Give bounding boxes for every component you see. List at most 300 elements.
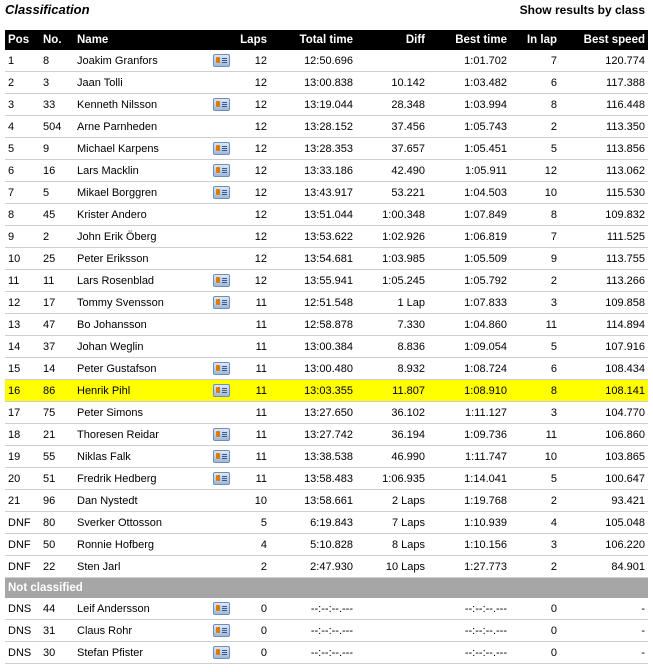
position-cell: 17 — [5, 402, 40, 424]
best-time-cell: 1:03.482 — [428, 72, 510, 94]
best-speed-cell: - — [560, 598, 648, 620]
best-time-cell: 1:03.994 — [428, 94, 510, 116]
best-speed-cell: 106.220 — [560, 534, 648, 556]
diff-cell: 42.490 — [356, 160, 428, 182]
table-row — [5, 116, 648, 138]
best-time-cell: 1:09.054 — [428, 336, 510, 358]
best-time-cell: 1:07.833 — [428, 292, 510, 314]
in-lap-cell: 8 — [510, 204, 560, 226]
best-speed-cell: 108.434 — [560, 358, 648, 380]
best-time-cell: 1:07.849 — [428, 204, 510, 226]
column-header-total-time[interactable]: Total time — [270, 30, 356, 50]
driver-name-cell[interactable]: Claus Rohr — [74, 620, 206, 642]
column-header-in-lap[interactable]: In lap — [510, 30, 560, 50]
diff-cell: 2 Laps — [356, 490, 428, 512]
position-cell: DNS — [5, 620, 40, 642]
laps-cell: 10 — [236, 490, 270, 512]
best-speed-cell: - — [560, 642, 648, 664]
position-cell: 8 — [5, 204, 40, 226]
in-lap-cell: 7 — [510, 50, 560, 72]
best-time-cell: 1:27.773 — [428, 556, 510, 578]
car-number-cell: 2 — [40, 226, 74, 248]
driver-card-icon[interactable] — [213, 142, 230, 155]
driver-card-icon[interactable] — [213, 428, 230, 441]
best-time-cell: 1:09.736 — [428, 424, 510, 446]
best-time-cell: 1:05.911 — [428, 160, 510, 182]
best-speed-cell: 93.421 — [560, 490, 648, 512]
best-speed-cell: 113.856 — [560, 138, 648, 160]
laps-cell: 11 — [236, 292, 270, 314]
in-lap-cell: 3 — [510, 292, 560, 314]
table-row — [5, 556, 648, 578]
laps-cell: 11 — [236, 314, 270, 336]
laps-cell: 0 — [236, 620, 270, 642]
best-time-cell: 1:05.743 — [428, 116, 510, 138]
driver-card-icon[interactable] — [213, 98, 230, 111]
laps-cell: 12 — [236, 50, 270, 72]
in-lap-cell: 6 — [510, 72, 560, 94]
total-time-cell: 13:03.355 — [270, 380, 356, 402]
driver-name-cell[interactable]: Sten Jarl — [74, 556, 206, 578]
car-number-cell: 17 — [40, 292, 74, 314]
car-number-cell: 45 — [40, 204, 74, 226]
in-lap-cell: 9 — [510, 248, 560, 270]
column-header-best-time[interactable]: Best time — [428, 30, 510, 50]
laps-cell: 12 — [236, 116, 270, 138]
table-row — [5, 446, 648, 468]
table-row — [5, 620, 648, 642]
column-header-laps[interactable]: Laps — [236, 30, 270, 50]
position-cell: 6 — [5, 160, 40, 182]
laps-cell: 11 — [236, 468, 270, 490]
diff-cell: 11.807 — [356, 380, 428, 402]
in-lap-cell: 10 — [510, 446, 560, 468]
table-row — [5, 270, 648, 292]
total-time-cell: 13:58.661 — [270, 490, 356, 512]
column-header-no[interactable]: No. — [40, 30, 74, 50]
driver-card-icon[interactable] — [213, 296, 230, 309]
total-time-cell: 13:43.917 — [270, 182, 356, 204]
table-row — [5, 50, 648, 72]
driver-name-cell[interactable]: Niklas Falk — [74, 446, 206, 468]
driver-name-cell[interactable]: Ronnie Hofberg — [74, 534, 206, 556]
best-speed-cell: 113.266 — [560, 270, 648, 292]
total-time-cell: 12:51.548 — [270, 292, 356, 314]
best-time-cell: 1:05.509 — [428, 248, 510, 270]
driver-card-icon[interactable] — [213, 362, 230, 375]
table-row — [5, 402, 648, 424]
driver-name-cell[interactable]: Mikael Borggren — [74, 182, 206, 204]
driver-name-cell[interactable]: Peter Simons — [74, 402, 206, 424]
driver-card-cell — [206, 94, 236, 116]
not-classified-section-row — [5, 578, 648, 599]
not-classified-body — [5, 578, 648, 664]
laps-cell: 12 — [236, 204, 270, 226]
laps-cell: 12 — [236, 160, 270, 182]
driver-card-cell — [206, 314, 236, 336]
total-time-cell: 6:19.843 — [270, 512, 356, 534]
best-speed-cell: 120.774 — [560, 50, 648, 72]
driver-card-icon[interactable] — [213, 624, 230, 637]
car-number-cell: 11 — [40, 270, 74, 292]
driver-card-cell — [206, 336, 236, 358]
driver-name-cell[interactable]: Dan Nystedt — [74, 490, 206, 512]
column-header-card — [206, 30, 236, 50]
laps-cell: 2 — [236, 556, 270, 578]
driver-card-cell — [206, 292, 236, 314]
diff-cell: 37.657 — [356, 138, 428, 160]
total-time-cell: --:--:--.--- — [270, 598, 356, 620]
laps-cell: 5 — [236, 512, 270, 534]
best-time-cell: 1:08.724 — [428, 358, 510, 380]
driver-card-cell — [206, 138, 236, 160]
car-number-cell: 9 — [40, 138, 74, 160]
laps-cell: 11 — [236, 336, 270, 358]
table-row — [5, 490, 648, 512]
position-cell: DNF — [5, 556, 40, 578]
best-time-cell: --:--:--.--- — [428, 598, 510, 620]
position-cell: DNS — [5, 642, 40, 664]
diff-cell: 37.456 — [356, 116, 428, 138]
in-lap-cell: 8 — [510, 380, 560, 402]
driver-name-cell[interactable]: Leif Andersson — [74, 598, 206, 620]
total-time-cell: --:--:--.--- — [270, 620, 356, 642]
table-row — [5, 512, 648, 534]
car-number-cell: 33 — [40, 94, 74, 116]
best-speed-cell: 111.525 — [560, 226, 648, 248]
in-lap-cell: 12 — [510, 160, 560, 182]
driver-card-icon[interactable] — [213, 186, 230, 199]
table-row — [5, 336, 648, 358]
car-number-cell: 44 — [40, 598, 74, 620]
position-cell: 13 — [5, 314, 40, 336]
best-speed-cell: 106.860 — [560, 424, 648, 446]
in-lap-cell: 0 — [510, 620, 560, 642]
laps-cell: 11 — [236, 380, 270, 402]
driver-name-cell[interactable]: Krister Andero — [74, 204, 206, 226]
results-body — [5, 50, 648, 578]
in-lap-cell: 5 — [510, 468, 560, 490]
driver-name-cell[interactable]: Jaan Tolli — [74, 72, 206, 94]
best-speed-cell: 104.770 — [560, 402, 648, 424]
total-time-cell: 13:28.353 — [270, 138, 356, 160]
column-header-name[interactable]: Name — [74, 30, 206, 50]
driver-card-cell — [206, 358, 236, 380]
driver-card-cell — [206, 598, 236, 620]
diff-cell: 46.990 — [356, 446, 428, 468]
position-cell: DNS — [5, 598, 40, 620]
driver-card-cell — [206, 642, 236, 664]
position-cell: 11 — [5, 270, 40, 292]
column-header-diff[interactable]: Diff — [356, 30, 428, 50]
position-cell: 16 — [5, 380, 40, 402]
best-speed-cell: 107.916 — [560, 336, 648, 358]
best-speed-cell: 114.894 — [560, 314, 648, 336]
car-number-cell: 14 — [40, 358, 74, 380]
driver-card-cell — [206, 248, 236, 270]
best-speed-cell: 109.858 — [560, 292, 648, 314]
diff-cell: 53.221 — [356, 182, 428, 204]
laps-cell: 12 — [236, 94, 270, 116]
table-row — [5, 138, 648, 160]
best-speed-cell: 103.865 — [560, 446, 648, 468]
not-classified-label: Not classified — [5, 578, 648, 599]
total-time-cell: --:--:--.--- — [270, 642, 356, 664]
position-cell: 19 — [5, 446, 40, 468]
driver-name-cell[interactable]: Johan Weglin — [74, 336, 206, 358]
car-number-cell: 3 — [40, 72, 74, 94]
position-cell: 12 — [5, 292, 40, 314]
driver-name-cell[interactable]: Lars Rosenblad — [74, 270, 206, 292]
laps-cell: 12 — [236, 138, 270, 160]
car-number-cell: 51 — [40, 468, 74, 490]
best-time-cell: --:--:--.--- — [428, 642, 510, 664]
total-time-cell: 13:19.044 — [270, 94, 356, 116]
diff-cell: 7.330 — [356, 314, 428, 336]
car-number-cell: 25 — [40, 248, 74, 270]
in-lap-cell: 8 — [510, 94, 560, 116]
driver-card-icon[interactable] — [213, 646, 230, 659]
driver-card-cell — [206, 116, 236, 138]
driver-card-cell — [206, 226, 236, 248]
best-time-cell: 1:05.451 — [428, 138, 510, 160]
driver-card-icon[interactable] — [213, 450, 230, 463]
driver-card-cell — [206, 512, 236, 534]
total-time-cell: 12:50.696 — [270, 50, 356, 72]
driver-card-cell — [206, 490, 236, 512]
car-number-cell: 86 — [40, 380, 74, 402]
table-row — [5, 468, 648, 490]
driver-name-cell[interactable]: Fredrik Hedberg — [74, 468, 206, 490]
position-cell: 15 — [5, 358, 40, 380]
table-row — [5, 534, 648, 556]
table-row — [5, 226, 648, 248]
driver-name-cell[interactable]: Stefan Pfister — [74, 642, 206, 664]
best-time-cell: 1:14.041 — [428, 468, 510, 490]
driver-card-cell — [206, 402, 236, 424]
laps-cell: 12 — [236, 226, 270, 248]
position-cell: 21 — [5, 490, 40, 512]
table-row — [5, 248, 648, 270]
table-row — [5, 380, 648, 402]
in-lap-cell: 3 — [510, 402, 560, 424]
best-time-cell: 1:19.768 — [428, 490, 510, 512]
driver-name-cell[interactable]: Peter Gustafson — [74, 358, 206, 380]
in-lap-cell: 2 — [510, 270, 560, 292]
diff-cell: 8 Laps — [356, 534, 428, 556]
car-number-cell: 55 — [40, 446, 74, 468]
car-number-cell: 21 — [40, 424, 74, 446]
position-cell: 7 — [5, 182, 40, 204]
laps-cell: 0 — [236, 642, 270, 664]
table-row — [5, 358, 648, 380]
best-speed-cell: 108.141 — [560, 380, 648, 402]
in-lap-cell: 3 — [510, 534, 560, 556]
total-time-cell: 13:27.742 — [270, 424, 356, 446]
position-cell: 20 — [5, 468, 40, 490]
column-header-pos[interactable]: Pos — [5, 30, 40, 50]
show-results-by-class-link[interactable]: Show results by class — [519, 3, 645, 17]
total-time-cell: 13:28.152 — [270, 116, 356, 138]
best-time-cell: 1:11.127 — [428, 402, 510, 424]
in-lap-cell: 4 — [510, 512, 560, 534]
best-time-cell: 1:10.156 — [428, 534, 510, 556]
best-time-cell: 1:01.702 — [428, 50, 510, 72]
diff-cell: 10 Laps — [356, 556, 428, 578]
total-time-cell: 13:53.622 — [270, 226, 356, 248]
in-lap-cell: 5 — [510, 336, 560, 358]
driver-name-cell[interactable]: Kenneth Nilsson — [74, 94, 206, 116]
driver-name-cell[interactable]: John Erik Öberg — [74, 226, 206, 248]
table-row — [5, 424, 648, 446]
laps-cell: 11 — [236, 424, 270, 446]
in-lap-cell: 2 — [510, 490, 560, 512]
total-time-cell: 13:00.384 — [270, 336, 356, 358]
best-speed-cell: 116.448 — [560, 94, 648, 116]
car-number-cell: 504 — [40, 116, 74, 138]
laps-cell: 12 — [236, 248, 270, 270]
diff-cell: 8.836 — [356, 336, 428, 358]
total-time-cell: 13:38.538 — [270, 446, 356, 468]
best-speed-cell: 113.350 — [560, 116, 648, 138]
position-cell: 2 — [5, 72, 40, 94]
best-time-cell: 1:11.747 — [428, 446, 510, 468]
driver-card-cell — [206, 620, 236, 642]
best-time-cell: 1:10.939 — [428, 512, 510, 534]
laps-cell: 12 — [236, 72, 270, 94]
driver-card-icon[interactable] — [213, 602, 230, 615]
table-row — [5, 94, 648, 116]
in-lap-cell: 11 — [510, 314, 560, 336]
total-time-cell: 13:33.186 — [270, 160, 356, 182]
table-row — [5, 598, 648, 620]
car-number-cell: 37 — [40, 336, 74, 358]
driver-card-cell — [206, 468, 236, 490]
laps-cell: 0 — [236, 598, 270, 620]
diff-cell: 1:03.985 — [356, 248, 428, 270]
in-lap-cell: 2 — [510, 556, 560, 578]
best-time-cell: --:--:--.--- — [428, 620, 510, 642]
table-row — [5, 160, 648, 182]
table-row — [5, 292, 648, 314]
total-time-cell: 13:54.681 — [270, 248, 356, 270]
total-time-cell: 13:00.480 — [270, 358, 356, 380]
in-lap-cell: 0 — [510, 642, 560, 664]
driver-name-cell[interactable]: Henrik Pihl — [74, 380, 206, 402]
laps-cell: 11 — [236, 402, 270, 424]
driver-card-cell — [206, 424, 236, 446]
laps-cell: 11 — [236, 446, 270, 468]
driver-card-icon[interactable] — [213, 384, 230, 397]
driver-name-cell[interactable]: Bo Johansson — [74, 314, 206, 336]
driver-name-cell[interactable]: Arne Parnheden — [74, 116, 206, 138]
diff-cell — [356, 50, 428, 72]
driver-name-cell[interactable]: Sverker Ottosson — [74, 512, 206, 534]
total-time-cell: 12:58.878 — [270, 314, 356, 336]
total-time-cell: 13:00.838 — [270, 72, 356, 94]
best-speed-cell: 109.832 — [560, 204, 648, 226]
diff-cell — [356, 598, 428, 620]
total-time-cell: 13:27.650 — [270, 402, 356, 424]
diff-cell — [356, 642, 428, 664]
column-header-best-speed[interactable]: Best speed — [560, 30, 648, 50]
best-time-cell: 1:04.503 — [428, 182, 510, 204]
driver-card-cell — [206, 182, 236, 204]
best-time-cell: 1:08.910 — [428, 380, 510, 402]
total-time-cell: 5:10.828 — [270, 534, 356, 556]
driver-card-icon[interactable] — [213, 274, 230, 287]
driver-card-cell — [206, 72, 236, 94]
best-speed-cell: 100.647 — [560, 468, 648, 490]
diff-cell: 8.932 — [356, 358, 428, 380]
in-lap-cell: 6 — [510, 358, 560, 380]
diff-cell: 10.142 — [356, 72, 428, 94]
driver-card-cell — [206, 50, 236, 72]
driver-card-icon[interactable] — [213, 54, 230, 67]
position-cell: 5 — [5, 138, 40, 160]
car-number-cell: 50 — [40, 534, 74, 556]
driver-card-icon[interactable] — [213, 472, 230, 485]
top-bar — [0, 0, 653, 30]
position-cell: 18 — [5, 424, 40, 446]
diff-cell: 1:00.348 — [356, 204, 428, 226]
position-cell: DNF — [5, 534, 40, 556]
diff-cell — [356, 620, 428, 642]
total-time-cell: 13:55.941 — [270, 270, 356, 292]
car-number-cell: 30 — [40, 642, 74, 664]
table-row — [5, 182, 648, 204]
table-row — [5, 642, 648, 664]
driver-name-cell[interactable]: Tommy Svensson — [74, 292, 206, 314]
driver-card-cell — [206, 160, 236, 182]
diff-cell: 36.194 — [356, 424, 428, 446]
in-lap-cell: 7 — [510, 226, 560, 248]
in-lap-cell: 11 — [510, 424, 560, 446]
position-cell: 3 — [5, 94, 40, 116]
position-cell: 1 — [5, 50, 40, 72]
position-cell: DNF — [5, 512, 40, 534]
table-header-row — [5, 30, 648, 50]
diff-cell: 1:02.926 — [356, 226, 428, 248]
driver-name-cell[interactable]: Michael Karpens — [74, 138, 206, 160]
laps-cell: 11 — [236, 358, 270, 380]
best-speed-cell: - — [560, 620, 648, 642]
total-time-cell: 13:58.483 — [270, 468, 356, 490]
table-row — [5, 314, 648, 336]
driver-name-cell[interactable]: Joakim Granfors — [74, 50, 206, 72]
best-speed-cell: 84.901 — [560, 556, 648, 578]
best-time-cell: 1:04.860 — [428, 314, 510, 336]
driver-name-cell[interactable]: Lars Macklin — [74, 160, 206, 182]
driver-name-cell[interactable]: Thoresen Reidar — [74, 424, 206, 446]
diff-cell: 1 Lap — [356, 292, 428, 314]
table-row — [5, 72, 648, 94]
results-table — [5, 30, 648, 664]
driver-name-cell[interactable]: Peter Eriksson — [74, 248, 206, 270]
total-time-cell: 2:47.930 — [270, 556, 356, 578]
car-number-cell: 5 — [40, 182, 74, 204]
position-cell: 9 — [5, 226, 40, 248]
car-number-cell: 22 — [40, 556, 74, 578]
in-lap-cell: 2 — [510, 116, 560, 138]
laps-cell: 12 — [236, 182, 270, 204]
position-cell: 14 — [5, 336, 40, 358]
driver-card-icon[interactable] — [213, 164, 230, 177]
in-lap-cell: 5 — [510, 138, 560, 160]
position-cell: 4 — [5, 116, 40, 138]
diff-cell: 28.348 — [356, 94, 428, 116]
laps-cell: 4 — [236, 534, 270, 556]
